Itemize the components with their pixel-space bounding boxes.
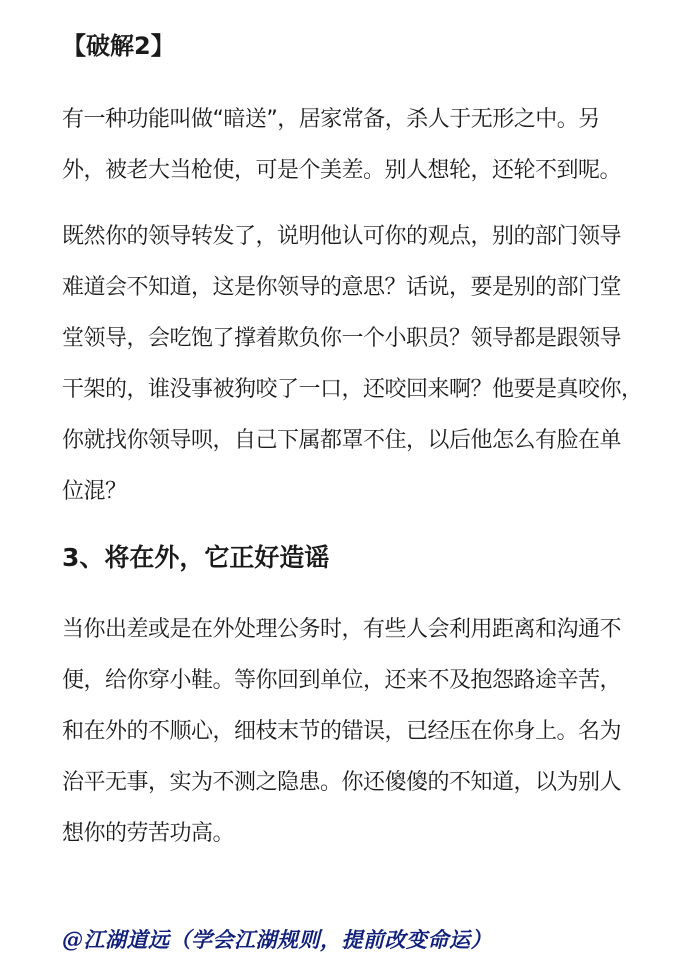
- paragraph-line: 既然你的领导转发了，说明他认可你的观点，别的部门领导: [62, 224, 622, 249]
- paragraph-line: 和在外的不顺心，细枝末节的错误，已经压在你身上。名为: [62, 719, 622, 744]
- paragraph-line: 当你出差或是在外处理公务时，有些人会利用距离和沟通不: [62, 617, 622, 642]
- paragraph-1: [62, 94, 642, 196]
- author-signature: @江湖道远（学会江湖规则，提前改变命运）: [62, 927, 492, 952]
- paragraph-line: 有一种功能叫做“暗送”，居家常备，杀人于无形之中。另: [62, 107, 600, 132]
- paragraph-line: 堂领导，会吃饱了撑着欺负你一个小职员？领导都是跟领导: [62, 326, 622, 351]
- paragraph-3: [62, 604, 642, 859]
- paragraph-line: 便，给你穿小鞋。等你回到单位，还来不及抱怨路途辛苦，: [62, 668, 622, 693]
- paragraph-line: 干架的，谁没事被狗咬了一口，还咬回来啊？他要是真咬你，: [62, 377, 643, 402]
- subheading-crack-2: 【破解2】: [62, 32, 175, 60]
- paragraph-2: [62, 211, 642, 517]
- paragraph-line: 想你的劳苦功高。: [62, 821, 235, 846]
- paragraph-line: 你就找你领导呗，自己下属都罩不住，以后他怎么有脸在单: [62, 428, 622, 453]
- paragraph-line: 治平无事，实为不测之隐患。你还傻傻的不知道，以为别人: [62, 770, 622, 795]
- section-heading-3: 3、将在外，它正好造谣: [62, 543, 330, 572]
- paragraph-line: 难道会不知道，这是你领导的意思？话说，要是别的部门堂: [62, 275, 622, 300]
- paragraph-line: 外，被老大当枪使，可是个美差。别人想轮，还轮不到呢。: [62, 158, 622, 183]
- paragraph-line: 位混？: [62, 479, 127, 504]
